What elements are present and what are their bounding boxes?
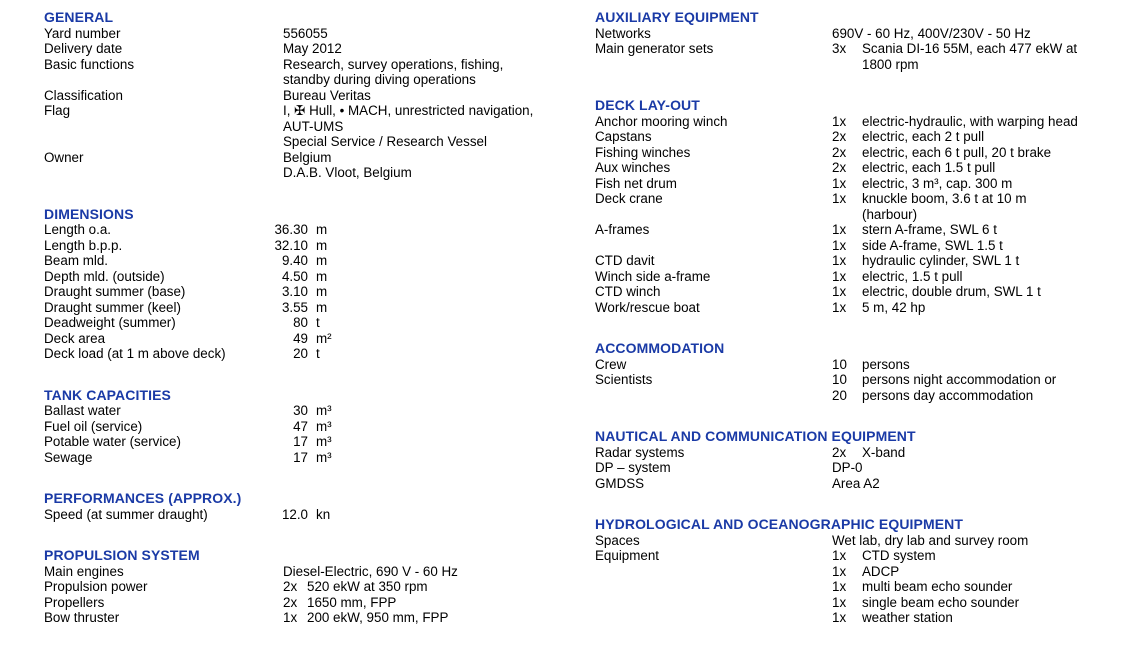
row-value: standby during diving operations	[283, 72, 476, 87]
row-quantity: 3x	[832, 41, 847, 56]
spec-row	[595, 269, 1139, 285]
spec-row	[44, 331, 569, 347]
row-quantity: 10	[832, 372, 847, 387]
row-value-number: 3.55	[281, 299, 308, 315]
spec-row	[44, 284, 569, 300]
section-title: PERFORMANCES (APPROX.)	[44, 490, 242, 506]
row-label: Work/rescue boat	[595, 299, 700, 315]
spec-row	[44, 119, 569, 135]
section-title: HYDROLOGICAL AND OCEANOGRAPHIC EQUIPMENT	[595, 516, 964, 532]
row-label: Aux winches	[595, 160, 671, 175]
spec-row	[595, 160, 1139, 176]
row-value: Research, survey operations, fishing,	[283, 56, 504, 72]
row-label: Yard number	[44, 25, 121, 41]
spec-row	[44, 222, 569, 238]
row-description: persons	[862, 356, 910, 372]
row-label: A-frames	[595, 222, 650, 237]
row-quantity: 1x	[832, 548, 847, 563]
spec-row	[595, 26, 1139, 42]
row-label: Depth mld. (outside)	[44, 268, 165, 284]
row-label: Speed (at summer draught)	[44, 506, 208, 522]
spec-row	[595, 595, 1139, 611]
column-right	[595, 10, 1139, 626]
row-label: Basic functions	[44, 56, 135, 72]
row-description: 200 ekW, 950 mm, FPP	[307, 610, 449, 625]
row-description: ADCP	[862, 563, 900, 579]
row-quantity: 1x	[832, 237, 847, 253]
row-label: Draught summer (base)	[44, 284, 186, 299]
section-title: GENERAL	[44, 9, 114, 25]
row-label: Potable water (service)	[44, 434, 181, 449]
spec-row	[44, 346, 569, 362]
row-value-number: 32.10	[274, 237, 308, 253]
row-value: AUT-UMS	[283, 118, 344, 134]
section-accommodation	[595, 341, 1139, 403]
row-quantity: 2x	[832, 129, 847, 144]
spec-row	[44, 507, 569, 523]
row-description: electric, each 2 t pull	[862, 129, 985, 144]
spec-row	[595, 191, 1139, 207]
row-label: Winch side a-frame	[595, 268, 711, 284]
row-value-number: 17	[293, 434, 308, 449]
row-unit: m²	[316, 330, 332, 346]
row-value: Bureau Veritas	[283, 87, 371, 103]
row-label: Networks	[595, 25, 651, 41]
spec-row	[595, 579, 1139, 595]
spec-row	[595, 145, 1139, 161]
row-label: Ballast water	[44, 403, 121, 418]
section-title: TANK CAPACITIES	[44, 386, 171, 403]
spec-row	[595, 564, 1139, 580]
row-value-number: 4.50	[281, 268, 308, 284]
spec-row	[595, 476, 1139, 492]
row-unit: m	[316, 253, 328, 268]
row-value: Belgium	[283, 149, 332, 165]
row-quantity: 1x	[832, 563, 847, 579]
row-label: Deck load (at 1 m above deck)	[44, 346, 226, 361]
row-description: CTD system	[862, 548, 936, 563]
row-label: Radar systems	[595, 444, 685, 460]
row-label: Deadweight (summer)	[44, 315, 176, 330]
spec-row	[44, 315, 569, 331]
row-description: electric, each 6 t pull, 20 t brake	[862, 144, 1052, 160]
row-label: Owner	[44, 149, 84, 165]
row-unit: t	[316, 346, 320, 361]
row-quantity: 1x	[832, 579, 847, 594]
row-quantity: 1x	[832, 222, 847, 237]
row-description: X-band	[862, 444, 906, 460]
row-label: Delivery date	[44, 41, 123, 56]
row-quantity: 1x	[832, 299, 847, 315]
row-value-number: 17	[293, 449, 308, 465]
row-label: Main engines	[44, 563, 124, 579]
row-unit: m³	[316, 418, 332, 434]
row-value: Area A2	[832, 475, 880, 491]
section-general	[44, 10, 569, 181]
row-quantity: 1x	[832, 594, 847, 610]
spec-row	[44, 103, 569, 119]
spec-row	[44, 165, 569, 181]
section-hydrological-and-oceanographic-equipment	[595, 517, 1139, 626]
spec-row	[44, 57, 569, 73]
row-label: Length o.a.	[44, 222, 112, 237]
row-quantity: 1x	[832, 191, 847, 206]
section-title: AUXILIARY EQUIPMENT	[595, 9, 759, 25]
row-quantity: 1x	[832, 175, 847, 191]
row-description: hydraulic cylinder, SWL 1 t	[862, 253, 1020, 268]
row-description: weather station	[862, 610, 953, 625]
row-label: Propellers	[44, 594, 105, 610]
spec-row	[595, 445, 1139, 461]
row-quantity: 20	[832, 387, 847, 403]
section-deck-lay-out	[595, 98, 1139, 315]
row-description: electric, double drum, SWL 1 t	[862, 284, 1041, 299]
column-left	[44, 10, 569, 626]
spec-row	[44, 300, 569, 316]
section-title: DIMENSIONS	[44, 205, 134, 222]
section-performances-approx	[44, 491, 569, 522]
row-quantity: 10	[832, 356, 847, 372]
row-unit: m	[316, 268, 328, 284]
spec-row	[595, 176, 1139, 192]
spec-row	[44, 134, 569, 150]
spec-row	[595, 610, 1139, 626]
row-description: stern A-frame, SWL 6 t	[862, 222, 997, 237]
row-description: 1800 rpm	[862, 56, 919, 72]
spec-row	[595, 207, 1139, 223]
row-description: single beam echo sounder	[862, 594, 1020, 610]
row-label: Anchor mooring winch	[595, 113, 728, 129]
row-value: 556055	[283, 25, 328, 41]
row-unit: m	[316, 222, 328, 237]
row-value-number: 49	[293, 330, 308, 346]
row-value-number: 3.10	[281, 284, 308, 299]
section-propulsion-system	[44, 548, 569, 626]
spec-row	[595, 129, 1139, 145]
row-unit: m³	[316, 434, 332, 449]
row-label: Deck area	[44, 330, 106, 346]
row-description: electric, 1.5 t pull	[862, 268, 963, 284]
row-label: Fishing winches	[595, 144, 691, 160]
row-value: I, ✠ Hull, • MACH, unrestricted navigation,	[283, 103, 534, 118]
section-title: ACCOMMODATION	[595, 340, 725, 356]
spec-row	[595, 372, 1139, 388]
row-label: Capstans	[595, 129, 652, 144]
row-value: Special Service / Research Vessel	[283, 134, 487, 149]
row-description: multi beam echo sounder	[862, 579, 1013, 594]
row-description: 5 m, 42 hp	[862, 299, 926, 315]
row-value-number: 30	[293, 403, 308, 418]
row-quantity: 1x	[832, 268, 847, 284]
row-quantity: 2x	[832, 144, 847, 160]
row-label: Beam mld.	[44, 253, 108, 268]
spec-row	[595, 460, 1139, 476]
spec-row	[44, 72, 569, 88]
row-value-number: 20	[293, 346, 308, 361]
row-description: 520 ekW at 350 rpm	[307, 579, 428, 594]
spec-row	[595, 57, 1139, 73]
row-description: electric, each 1.5 t pull	[862, 160, 996, 175]
spec-row	[44, 150, 569, 166]
spec-row	[44, 403, 569, 419]
spec-row	[595, 253, 1139, 269]
row-label: Spaces	[595, 532, 640, 548]
row-label: Propulsion power	[44, 579, 148, 594]
row-value-number: 80	[293, 315, 308, 330]
row-description: persons day accommodation	[862, 387, 1034, 403]
row-value: Diesel-Electric, 690 V - 60 Hz	[283, 563, 458, 579]
spec-row	[595, 388, 1139, 404]
row-label: Equipment	[595, 548, 660, 563]
row-label: CTD winch	[595, 284, 661, 299]
row-description: side A-frame, SWL 1.5 t	[862, 237, 1003, 253]
row-value: Wet lab, dry lab and survey room	[832, 532, 1029, 548]
row-quantity: 1x	[832, 284, 847, 299]
spec-row	[595, 357, 1139, 373]
row-label: Bow thruster	[44, 610, 120, 625]
spec-row	[44, 610, 569, 626]
row-label: Sewage	[44, 449, 93, 465]
spec-row	[595, 533, 1139, 549]
row-value: DP-0	[832, 460, 863, 475]
row-label: DP – system	[595, 460, 671, 475]
section-nautical-and-communication-equipment	[595, 429, 1139, 491]
spec-row	[595, 300, 1139, 316]
spec-row	[44, 41, 569, 57]
row-label: Flag	[44, 103, 71, 118]
row-unit: m	[316, 299, 328, 315]
row-label: Fish net drum	[595, 175, 677, 191]
row-label: Fuel oil (service)	[44, 418, 143, 434]
row-label: Deck crane	[595, 191, 663, 206]
row-label: GMDSS	[595, 475, 645, 491]
spec-row	[595, 114, 1139, 130]
row-unit: kn	[316, 506, 331, 522]
row-description: electric-hydraulic, with warping head	[862, 113, 1078, 129]
spec-row	[44, 26, 569, 42]
section-title: NAUTICAL AND COMMUNICATION EQUIPMENT	[595, 428, 916, 444]
row-value-number: 12.0	[281, 506, 308, 522]
spec-row	[44, 269, 569, 285]
row-value-number: 9.40	[281, 253, 308, 268]
row-description: electric, 3 m³, cap. 300 m	[862, 175, 1013, 191]
row-label: Length b.p.p.	[44, 237, 123, 253]
row-quantity: 2x	[283, 579, 298, 594]
section-tank-capacities	[44, 388, 569, 466]
row-label: CTD davit	[595, 253, 655, 268]
row-value-number: 36.30	[274, 222, 308, 237]
spec-row	[44, 419, 569, 435]
row-value: 690V - 60 Hz, 400V/230V - 50 Hz	[832, 25, 1031, 41]
spec-row	[44, 434, 569, 450]
spec-row	[595, 284, 1139, 300]
section-auxiliary-equipment	[595, 10, 1139, 72]
row-quantity: 1x	[832, 253, 847, 268]
row-quantity: 1x	[283, 610, 298, 625]
row-description: persons night accommodation or	[862, 372, 1057, 387]
row-description: (harbour)	[862, 206, 918, 222]
section-dimensions	[44, 207, 569, 362]
spec-row	[44, 88, 569, 104]
row-unit: t	[316, 315, 320, 330]
row-description: Scania DI-16 55M, each 477 ekW at	[862, 41, 1078, 56]
spec-row	[595, 548, 1139, 564]
spec-row	[595, 238, 1139, 254]
spec-row	[44, 253, 569, 269]
row-unit: m	[316, 237, 328, 253]
spec-row	[595, 222, 1139, 238]
spec-row	[44, 579, 569, 595]
row-unit: m³	[316, 403, 332, 418]
row-label: Crew	[595, 356, 627, 372]
row-description: knuckle boom, 3.6 t at 10 m	[862, 191, 1027, 206]
spec-row	[44, 238, 569, 254]
row-quantity: 1x	[832, 610, 847, 625]
row-value: May 2012	[283, 41, 342, 56]
section-title: PROPULSION SYSTEM	[44, 547, 200, 563]
spec-row	[595, 41, 1139, 57]
row-label: Classification	[44, 87, 123, 103]
row-value-number: 47	[293, 418, 308, 434]
spec-row	[44, 450, 569, 466]
spec-row	[44, 564, 569, 580]
row-unit: m³	[316, 449, 332, 465]
row-value: D.A.B. Vloot, Belgium	[283, 165, 412, 180]
row-quantity: 2x	[283, 594, 298, 610]
row-label: Draught summer (keel)	[44, 299, 181, 315]
row-label: Scientists	[595, 372, 653, 387]
row-quantity: 1x	[832, 113, 847, 129]
section-title: DECK LAY-OUT	[595, 97, 700, 113]
row-description: 1650 mm, FPP	[307, 594, 397, 610]
spec-row	[44, 595, 569, 611]
row-label: Main generator sets	[595, 41, 714, 56]
row-quantity: 2x	[832, 160, 847, 175]
row-quantity: 2x	[832, 444, 847, 460]
row-unit: m	[316, 284, 328, 299]
